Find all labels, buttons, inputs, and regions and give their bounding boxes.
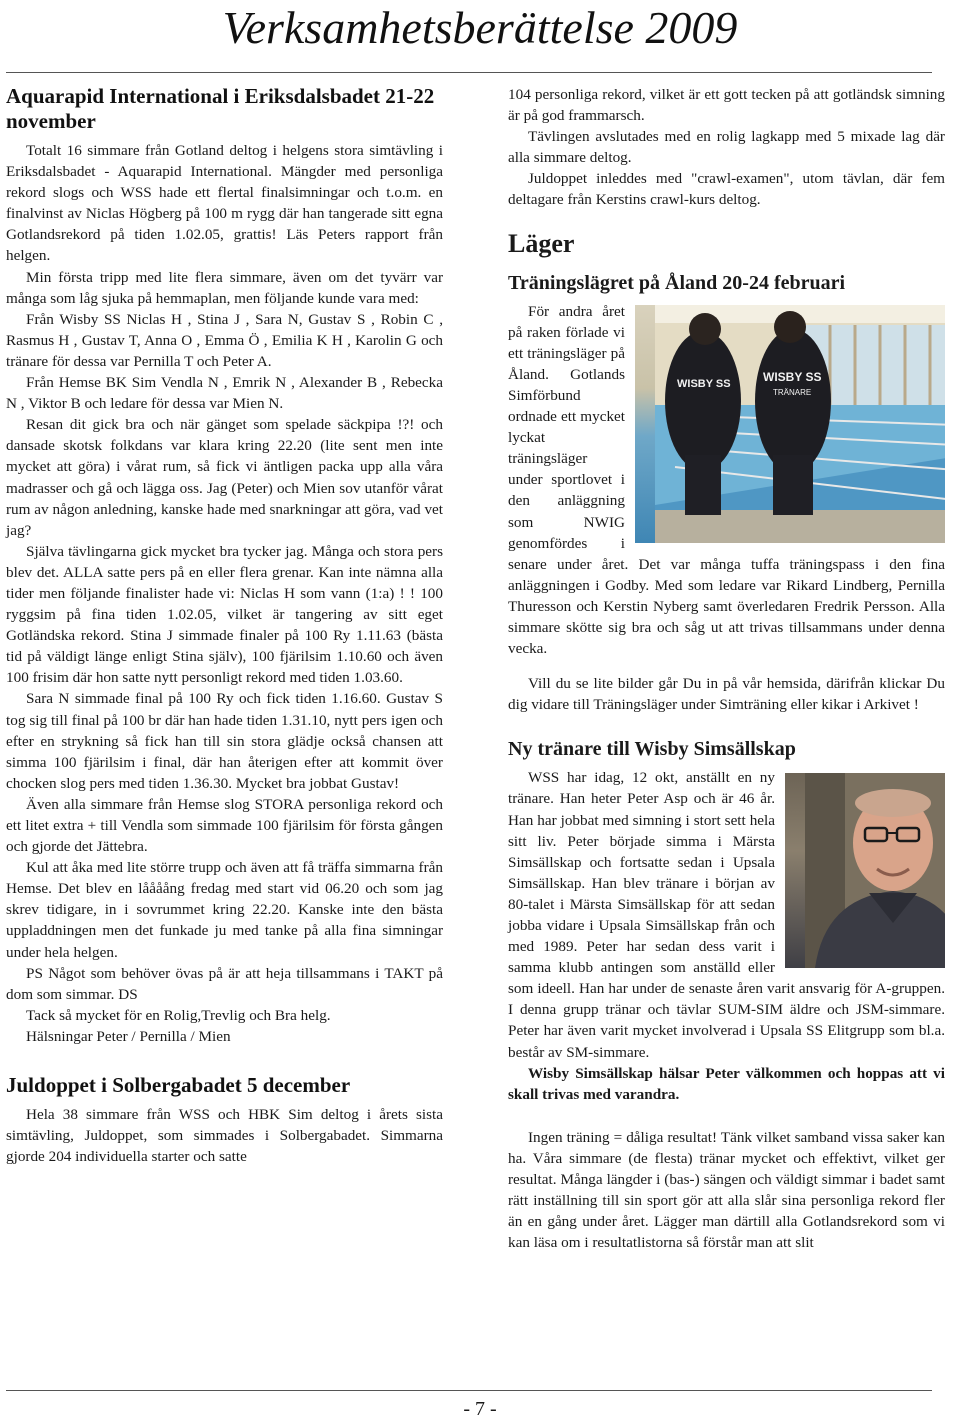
aquarapid-heading: Aquarapid International i Eriksdalsbadet 21-22 november xyxy=(6,84,435,133)
lager-paragraph-2: Vill du se lite bilder går Du in på vår hemsida, därifrån klickar Du dig vidare till Träningsläger under Simträning eller kikar i Arkivet ! xyxy=(508,675,945,714)
training-camp-photo xyxy=(635,305,945,543)
paragraph: Även alla simmare från Hemse slog STORA personliga rekord och ett litet extra + till Vendla som simmade 100 fjärilsim för första gången och gjorde det Jättebra. xyxy=(6,795,443,856)
new-coach-paragraph-text: WSS har idag, 12 okt, anställt en ny tränare. Han heter Peter Asp och är 46 år. Han har jobbat med simning i stort sett hela sitt liv. Peter började simma i Märsta Simsällskap och fortsatte sedan i Upsala Simsällskap. Han blev tränare i början av 80-talet i Märsta Simsällskap för att sedan jobba vidare i Upsala Simsällskap från och med 1989. Peter har sedan dess varit i samma klubb antingen som anställd eller som ideell. Han har under de senaste åren varit ansvarig för A-gruppen. I denna grupp tränar och tävlar SUM-SIM äldre och JSM-simmare. Peter har även varit mycket involverad i Upsala SS Elitgrupp som bl.a. består av SM-simmare. xyxy=(508,769,945,1061)
lager-paragraph-1 xyxy=(508,301,945,660)
paragraph: PS Något som behöver övas på är att heja tillsammans i TAKT på dom som simmar. DS xyxy=(6,964,443,1003)
paragraph: Sara N simmade final på 100 Ry och fick tiden 1.16.60. Gustav S tog sig till final på 100 br där han hade tiden 1.31.10, nytt pers igen och efter en strykning så fick han till sin stora glädje också chansen att simma 100 fjärilsim i final, där han återigen efter att kommit över chocken slog pers med tiden 1.36.30. Mycket bra jobbat Gustav! xyxy=(6,690,443,792)
paragraph: Själva tävlingarna gick mycket bra tycker jag. Många och stora pers blev det. ALLA satte pers på en eller flera grenar. Kan inte nämna alla tider men följande finalister hade vi: Niclas H som vann (1:a) ! ! 100 ryggsim på fina tiden 1.02.05, vilket är tangering av sitt eget Gotländska rekord. Stina J simmade finaler på 100 Ry 1.11.63 (bästa tid på väldigt länge enligt Stina själv), 100 fjärilsim 1.10.60 och även 100 frisim där hon satte nytt personligt rekord med tiden 1.03.60. xyxy=(6,542,443,687)
paragraph: Hela 38 simmare från WSS och HBK Sim deltog i årets sista simtävling, Juldoppet, som simmades i Solbergabadet. Simmarna gjorde 204 individuella starter och satte xyxy=(6,1106,443,1166)
paragraph: Min första tripp med lite flera simmare, även om det tyvärr var många som låg sjuka på hemmaplan, men följande kunde vara med: xyxy=(6,268,443,307)
paragraph: Från Wisby SS Niclas H , Stina J , Sara N, Gustav S , Robin C , Rasmus H , Gustav T, Anna O , Emma Ö , Emilia K H , Karolin G och tränare för dessa var Pernilla T och Peter A. xyxy=(6,310,443,370)
paragraph: Resan dit gick bra och när gänget som spelade säckpipa !?! och dansade skotsk folkdans var klara kring 22.20 (lite sent men inte mycket att göra) i vårat rum, så fick vi äntligen packa upp alla våra madrasser och gå och lägga oss. Jag (Peter) och Mien sov utanför vårat rum av någon anledning, kanske hade med snarkningar att göra, vad vet jag? xyxy=(6,416,443,539)
aquarapid-body xyxy=(6,140,443,1047)
training-results-paragraph: Ingen träning = dåliga resultat! Tänk vilket samband vissa saker kan ha. Våra simmare (de flesta) tränar mycket och effektivt, vilket ger resultat. Många längder i (bas-) sängen och väldigt simmar i badet samt rätt inställning till sin sport gör att alla slår sina personliga rekord fler än en gång under året. Lägger man därtill alla Gotlandsrekord som vi kan läsa om i resultatlistorna så förstår man att slit xyxy=(508,1128,945,1252)
left-column xyxy=(6,84,443,1167)
juldoppet-heading: Juldoppet i Solbergabadet 5 december xyxy=(6,1073,351,1098)
footer-rule xyxy=(6,1390,932,1391)
paragraph: Tack så mycket för en Rolig,Trevlig och Bra helg. xyxy=(26,1006,331,1024)
paragraph: Från Hemse BK Sim Vendla N , Emrik N , Alexander B , Rebecka N , Viktor B och ledare för dessa var Mien N. xyxy=(6,374,443,413)
new-coach-welcome: Wisby Simsällskap hälsar Peter välkommen och hoppas att vi skall trivas med varandra. xyxy=(508,1064,945,1103)
lager-heading: Läger xyxy=(508,228,575,258)
right-column xyxy=(508,84,945,1253)
new-coach-heading: Ny tränare till Wisby Simsällskap xyxy=(508,738,796,761)
aland-subheading: Träningslägret på Åland 20-24 februari xyxy=(508,271,846,294)
paragraph: Juldoppet inleddes med "crawl-examen", utom tävlan, där fem deltagare från Kerstins crawl-kurs deltog. xyxy=(508,170,945,209)
new-coach-paragraph xyxy=(508,767,945,1062)
paragraph: Tävlingen avslutades med en rolig lagkapp med 5 mixade lag där alla simmare deltog. xyxy=(508,128,945,167)
paragraph: Totalt 16 simmare från Gotland deltog i helgens stora simtävling i Eriksdalsbadet - Aquarapid International. Mängder med personliga rekord slogs och WSS hade ett flertal finalsimningar och t.o.m. en finalvinst av Niclas Högberg på 100 m rygg där han tangerade sitt egna Gotlandsrekord på tiden 1.02.05, grattis! Läs Peters rapport från helgen. xyxy=(6,142,443,265)
paragraph: Hälsningar Peter / Pernilla / Mien xyxy=(26,1027,231,1045)
coach-shirt-text-2: WISBY SS xyxy=(763,369,822,384)
coach-shirt-text-1: WISBY SS xyxy=(677,377,731,390)
header-rule xyxy=(6,72,932,73)
lager-paragraph-1-text: För andra året på raken förlade vi ett träningsläger på Åland. Gotlands Simförbund ordnade ett mycket lyckat träningsläger under sportlovet i den anläggning som NWIG genomfördes i senare under året. Det var många tuffa träningspass i den fina anläggningen i Godby. Med som ledare var Rikard Lindberg, Pernilla Thuresson och Kerstin Nyberg samt överledaren Fredrik Persson. Alla simmare skötte sig bra och såg ut att trivas tillsammans under denna vecka. xyxy=(508,302,945,658)
coach-shirt-text-3: TRÄNARE xyxy=(773,387,812,397)
juldoppet-continued xyxy=(508,84,945,211)
coach-portrait-photo xyxy=(785,773,945,968)
paragraph: Kul att åka med lite större trupp och även att få träffa simmarna från Hemse. Det blev en låååång fredag med start vid 06.20 och som jag skrev tidigare, in i sovrummet kring 22.20. Kanske inte den bästa uppladdningen men det funkade ju med tanke på alla fina simningar under hela helgen. xyxy=(6,859,443,961)
paragraph: 104 personliga rekord, vilket är ett gott tecken på att gotländsk simning är på god frammarsch. xyxy=(508,86,945,125)
page-title: Verksamhetsberättelse 2009 xyxy=(222,2,738,53)
juldoppet-body xyxy=(6,1104,443,1167)
page-number: - 7 - xyxy=(463,1398,497,1420)
